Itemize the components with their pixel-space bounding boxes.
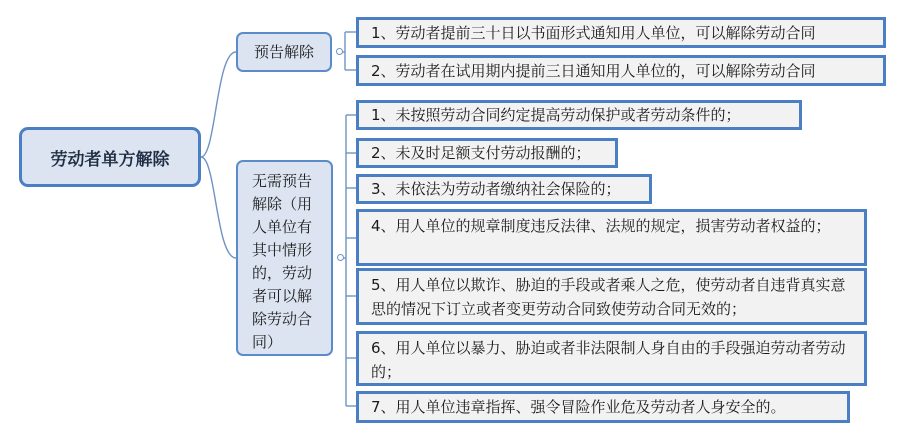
root-node[interactable] [19,127,201,187]
leaf-item[interactable] [356,268,867,325]
leaf-item-text: 1、未按照劳动合同约定提高劳动保护或者劳动条件的； [371,106,741,124]
leaf-item-text: 3、未依法为劳动者缴纳社会保险的； [371,180,621,198]
root-node-label: 劳动者单方解除 [50,149,170,170]
leaf-item-text: 1、劳动者提前三十日以书面形式通知用人单位，可以解除劳动合同 [371,23,816,42]
leaf-item-text: 6、用人单位以暴力、胁迫或者非法限制人身自由的手段强迫劳动者劳动的； [371,339,846,381]
collapse-dot[interactable] [337,254,344,261]
leaf-item[interactable] [356,331,867,386]
branch-no-notice-termination[interactable] [236,160,333,356]
leaf-item[interactable] [356,100,802,130]
branch-notice-termination[interactable] [236,32,332,72]
leaf-item-text: 7、用人单位违章指挥、强令冒险作业危及劳动者人身安全的。 [371,398,786,416]
leaf-item-text: 2、未及时足额支付劳动报酬的； [371,144,591,162]
branch-label: 预告解除 [253,42,314,61]
branch-label: 无需预告解除（用人单位有其中情形的，劳动者可以解除劳动合同） [252,172,313,351]
collapse-dot[interactable] [336,48,343,55]
leaf-item[interactable] [356,391,850,423]
leaf-item[interactable] [356,138,618,168]
leaf-item[interactable] [356,17,886,48]
leaf-item[interactable] [356,55,886,86]
leaf-item-text: 5、用人单位以欺诈、胁迫的手段或者乘人之危，使劳动者自违背真实意思的情况下订立或者变更劳动合同致使劳动合同无效的； [371,276,846,318]
leaf-item-text: 4、用人单位的规章制度违反法律、法规的规定，损害劳动者权益的； [371,217,831,235]
leaf-item[interactable] [356,209,867,266]
leaf-item-text: 2、劳动者在试用期内提前三日通知用人单位的，可以解除劳动合同 [371,61,816,80]
leaf-item[interactable] [356,174,652,204]
